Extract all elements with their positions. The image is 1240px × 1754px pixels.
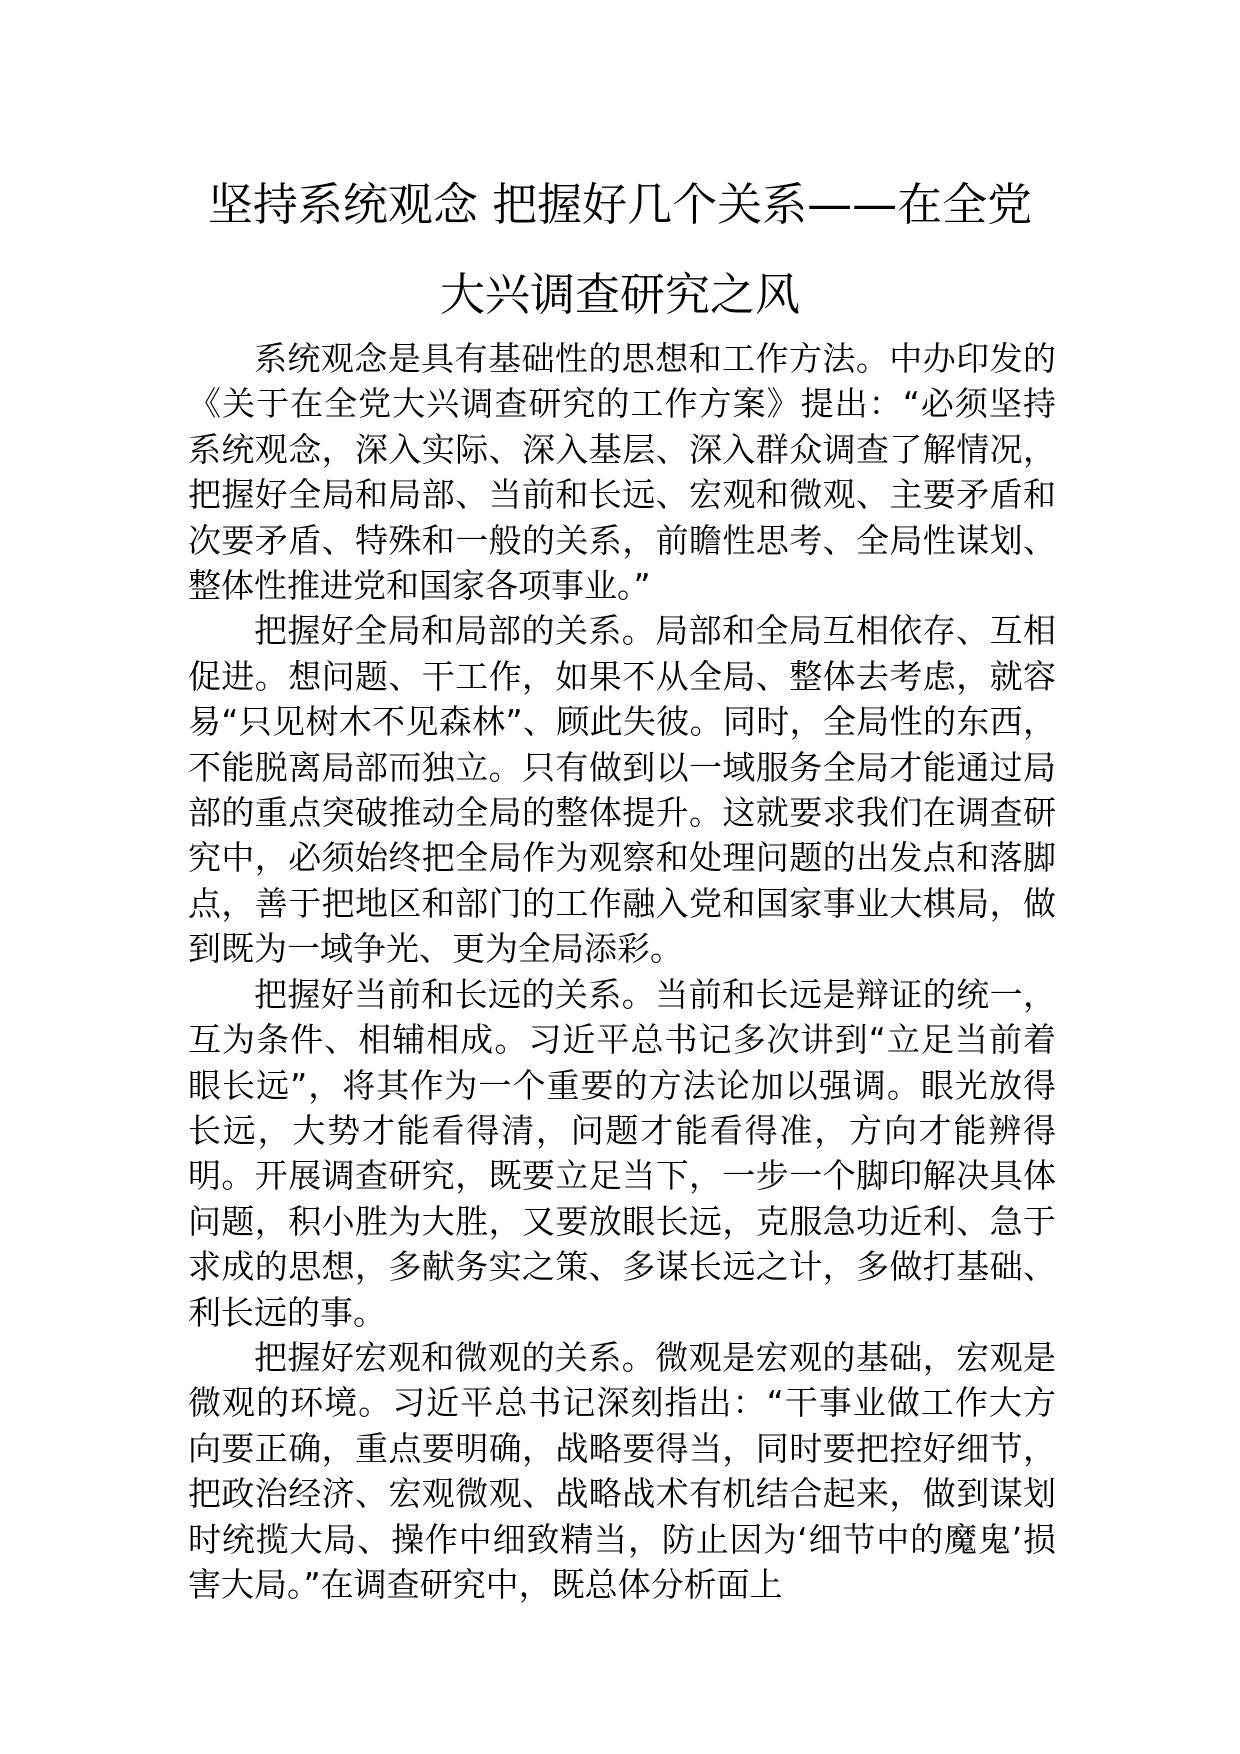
paragraph-macro-micro: 把握好宏观和微观的关系。微观是宏观的基础，宏观是微观的环境。习近平总书记深刻指出：“干事业做工作大方向要正确，重点要明确，战略要得当，同时要把控好细节，把政治经济、宏观微观、战略战术有机结合起来，做到谋划时统揽大局、操作中细致精当，防止因为‘细节中的魔鬼’损害大局。”在调查研究中，既总体分析面上: [188, 1337, 1056, 1604]
title-line-1: 坚持系统观念 把握好几个关系——在全党: [207, 178, 1033, 231]
paragraph-present-future: 把握好当前和长远的关系。当前和长远是辩证的统一，互为条件、相辅相成。习近平总书记多次讲到“立足当前着眼长远”，将其作为一个重要的方法论加以强调。眼光放得长远，大势才能看得清，问题才能看得准，方向才能辨得明。开展调查研究，既要立足当下，一步一个脚印解决具体问题，积小胜为大胜，又要放眼长远，克服急功近利、急于求成的思想，多献务实之策、多谋长远之计，多做打基础、利长远的事。: [188, 974, 1056, 1332]
page-title: [150, 160, 1090, 340]
document-body: [188, 336, 1056, 1607]
paragraph-intro: 系统观念是具有基础性的思想和工作方法。中办印发的《关于在全党大兴调查研究的工作方案》提出：“必须坚持系统观念，深入实际、深入基层、深入群众调查了解情况，把握好全局和局部、当前和长远、宏观和微观、主要矛盾和次要矛盾、特殊和一般的关系，前瞻性思考、全局性谋划、整体性推进党和国家各项事业。”: [188, 339, 1056, 606]
paragraph-global-local: 把握好全局和局部的关系。局部和全局互相依存、互相促进。想问题、干工作，如果不从全局、整体去考虑，就容易“只见树木不见森林”、顾此失彼。同时，全局性的东西，不能脱离局部而独立。只有做到以一域服务全局才能通过局部的重点突破推动全局的整体提升。这就要求我们在调查研究中，必须始终把全局作为观察和处理问题的出发点和落脚点，善于把地区和部门的工作融入党和国家事业大棋局，做到既为一域争光、更为全局添彩。: [188, 611, 1056, 969]
title-line-2: 大兴调查研究之风: [439, 268, 800, 321]
